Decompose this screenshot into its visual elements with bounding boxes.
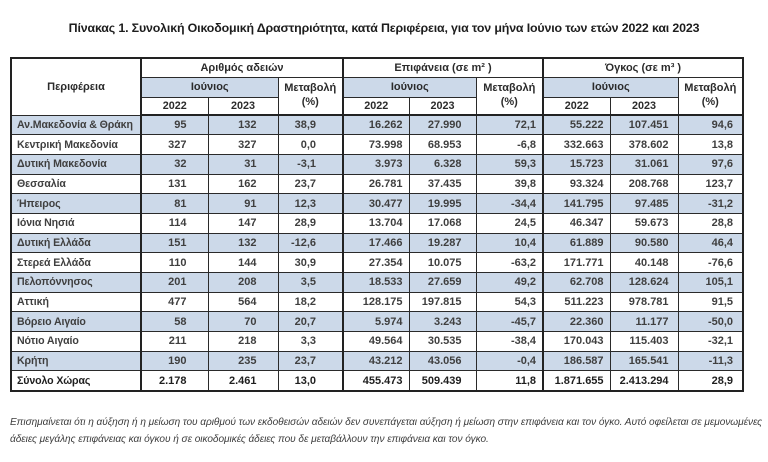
change-unit: (%) <box>701 95 719 108</box>
col-header-volume-group: Όγκος (σε m³ ) <box>543 58 743 77</box>
value-cell: 81 <box>141 194 208 214</box>
value-cell: 43.056 <box>409 351 476 371</box>
value-cell: 3.973 <box>343 154 409 174</box>
region-cell: Αττική <box>11 292 141 312</box>
table-row <box>11 351 743 371</box>
value-cell: 58 <box>141 312 208 332</box>
value-cell: 12,3 <box>278 194 343 214</box>
table-row <box>11 253 743 273</box>
value-cell: -31,2 <box>678 194 743 214</box>
table-row <box>11 233 743 253</box>
value-cell: 332.663 <box>543 135 610 155</box>
value-cell: 19.995 <box>409 194 476 214</box>
value-cell: 46,4 <box>678 233 743 253</box>
value-cell: 37.435 <box>409 174 476 194</box>
value-cell: 49,2 <box>476 273 543 293</box>
value-cell: 62.708 <box>543 273 610 293</box>
table-row <box>11 174 743 194</box>
col-header-region: Περιφέρεια <box>11 58 141 115</box>
value-cell: 28,9 <box>278 213 343 233</box>
region-cell: Αν.Μακεδονία & Θράκη <box>11 115 141 135</box>
value-cell: 17.068 <box>409 213 476 233</box>
value-cell: 61.889 <box>543 233 610 253</box>
value-cell: 15.723 <box>543 154 610 174</box>
value-cell: 73.998 <box>343 135 409 155</box>
value-cell: 564 <box>208 292 278 312</box>
value-cell: -76,6 <box>678 253 743 273</box>
year-header: 2022 <box>343 97 409 115</box>
value-cell: 2.178 <box>141 371 208 391</box>
value-cell: 3,5 <box>278 273 343 293</box>
value-cell: 105,1 <box>678 273 743 293</box>
change-header-surface <box>476 77 543 115</box>
value-cell: -45,7 <box>476 312 543 332</box>
value-cell: 147 <box>208 213 278 233</box>
value-cell: 31.061 <box>610 154 678 174</box>
value-cell: 32 <box>141 154 208 174</box>
value-cell: -12,6 <box>278 233 343 253</box>
value-cell: 72,1 <box>476 115 543 135</box>
value-cell: 54,3 <box>476 292 543 312</box>
change-unit: (%) <box>301 95 319 108</box>
value-cell: 31 <box>208 154 278 174</box>
region-cell: Δυτική Μακεδονία <box>11 154 141 174</box>
value-cell: 2.413.294 <box>610 371 678 391</box>
value-cell: 19.287 <box>409 233 476 253</box>
change-label: Μεταβολή <box>483 82 536 94</box>
value-cell: -6,8 <box>476 135 543 155</box>
value-cell: 13.704 <box>343 213 409 233</box>
value-cell: 11,8 <box>476 371 543 391</box>
value-cell: 378.602 <box>610 135 678 155</box>
region-cell: Κρήτη <box>11 351 141 371</box>
region-cell: Δυτική Ελλάδα <box>11 233 141 253</box>
region-cell: Σύνολο Χώρας <box>11 371 141 391</box>
col-header-permits-group: Αριθμός αδειών <box>141 58 343 77</box>
value-cell: -0,4 <box>476 351 543 371</box>
value-cell: 327 <box>141 135 208 155</box>
table-row <box>11 332 743 352</box>
region-cell: Νότιο Αιγαίο <box>11 332 141 352</box>
value-cell: 5.974 <box>343 312 409 332</box>
value-cell: 90.580 <box>610 233 678 253</box>
month-header-volume: Ιούνιος <box>543 77 678 97</box>
value-cell: 46.347 <box>543 213 610 233</box>
value-cell: 27.354 <box>343 253 409 273</box>
value-cell: 24,5 <box>476 213 543 233</box>
value-cell: 0,0 <box>278 135 343 155</box>
value-cell: 115.403 <box>610 332 678 352</box>
value-cell: 13,0 <box>278 371 343 391</box>
value-cell: 68.953 <box>409 135 476 155</box>
value-cell: 91,5 <box>678 292 743 312</box>
value-cell: 40.148 <box>610 253 678 273</box>
region-cell: Πελοπόννησος <box>11 273 141 293</box>
total-row <box>11 371 743 391</box>
value-cell: -63,2 <box>476 253 543 273</box>
value-cell: 22.360 <box>543 312 610 332</box>
value-cell: 186.587 <box>543 351 610 371</box>
value-cell: 26.781 <box>343 174 409 194</box>
value-cell: 27.659 <box>409 273 476 293</box>
year-header: 2023 <box>409 97 476 115</box>
footnote: Επισημαίνεται ότι η αύξηση ή η μείωση του αριθμού των εκδοθεισών αδειών δεν συνεπάγεται αύξηση ή μείωση στην επιφάνεια και τον όγκο. Αυτό οφείλεται σε μεμονωμένες άδειες μεγάλης επιφάνειας και όγκου ή σε οικοδομικές άδειες που δε μεταβάλλουν την επιφάνεια και τον όγκο. <box>10 417 762 446</box>
value-cell: -38,4 <box>476 332 543 352</box>
change-label: Μεταβολή <box>284 82 337 94</box>
value-cell: 211 <box>141 332 208 352</box>
value-cell: -3,1 <box>278 154 343 174</box>
value-cell: 27.990 <box>409 115 476 135</box>
value-cell: 59.673 <box>610 213 678 233</box>
value-cell: 131 <box>141 174 208 194</box>
year-header: 2022 <box>543 97 610 115</box>
value-cell: 327 <box>208 135 278 155</box>
value-cell: 38,9 <box>278 115 343 135</box>
value-cell: 95 <box>141 115 208 135</box>
change-unit: (%) <box>500 95 518 108</box>
value-cell: 6.328 <box>409 154 476 174</box>
value-cell: 18.533 <box>343 273 409 293</box>
value-cell: 151 <box>141 233 208 253</box>
value-cell: 144 <box>208 253 278 273</box>
value-cell: 18,2 <box>278 292 343 312</box>
value-cell: 201 <box>141 273 208 293</box>
value-cell: 28,9 <box>678 371 743 391</box>
value-cell: 20,7 <box>278 312 343 332</box>
table-row <box>11 115 743 135</box>
value-cell: 59,3 <box>476 154 543 174</box>
value-cell: 162 <box>208 174 278 194</box>
table-row <box>11 135 743 155</box>
value-cell: 3.243 <box>409 312 476 332</box>
change-header-volume <box>678 77 743 115</box>
table-row <box>11 312 743 332</box>
value-cell: 455.473 <box>343 371 409 391</box>
region-cell: Ιόνια Νησιά <box>11 213 141 233</box>
year-header: 2022 <box>141 97 208 115</box>
table-header <box>11 58 743 115</box>
region-cell: Θεσσαλία <box>11 174 141 194</box>
value-cell: 23,7 <box>278 174 343 194</box>
value-cell: 128.175 <box>343 292 409 312</box>
value-cell: -32,1 <box>678 332 743 352</box>
value-cell: 70 <box>208 312 278 332</box>
value-cell: 171.771 <box>543 253 610 273</box>
value-cell: 10.075 <box>409 253 476 273</box>
value-cell: 208.768 <box>610 174 678 194</box>
value-cell: -50,0 <box>678 312 743 332</box>
building-activity-table <box>10 57 744 392</box>
value-cell: 11.177 <box>610 312 678 332</box>
value-cell: 17.466 <box>343 233 409 253</box>
col-header-surface-group: Επιφάνεια (σε m² ) <box>343 58 543 77</box>
value-cell: 10,4 <box>476 233 543 253</box>
value-cell: 165.541 <box>610 351 678 371</box>
region-cell: Στερεά Ελλάδα <box>11 253 141 273</box>
value-cell: 3,3 <box>278 332 343 352</box>
value-cell: 218 <box>208 332 278 352</box>
region-cell: Βόρειο Αιγαίο <box>11 312 141 332</box>
table-title: Πίνακας 1. Συνολική Οικοδομική Δραστηριότητα, κατά Περιφέρεια, για τον μήνα Ιούνιο των ετών 2022 και 2023 <box>68 21 700 35</box>
value-cell: -34,4 <box>476 194 543 214</box>
value-cell: 141.795 <box>543 194 610 214</box>
value-cell: 39,8 <box>476 174 543 194</box>
value-cell: 30.477 <box>343 194 409 214</box>
value-cell: 132 <box>208 233 278 253</box>
value-cell: 132 <box>208 115 278 135</box>
table-body <box>11 115 743 391</box>
value-cell: 208 <box>208 273 278 293</box>
year-header: 2023 <box>208 97 278 115</box>
value-cell: 511.223 <box>543 292 610 312</box>
region-cell: Ήπειρος <box>11 194 141 214</box>
value-cell: 93.324 <box>543 174 610 194</box>
value-cell: 55.222 <box>543 115 610 135</box>
value-cell: 30,9 <box>278 253 343 273</box>
value-cell: 30.535 <box>409 332 476 352</box>
value-cell: 49.564 <box>343 332 409 352</box>
change-header-permits <box>278 77 343 115</box>
value-cell: 97.485 <box>610 194 678 214</box>
value-cell: 509.439 <box>409 371 476 391</box>
table-row <box>11 154 743 174</box>
value-cell: 197.815 <box>409 292 476 312</box>
value-cell: 114 <box>141 213 208 233</box>
value-cell: 97,6 <box>678 154 743 174</box>
value-cell: 128.624 <box>610 273 678 293</box>
value-cell: 170.043 <box>543 332 610 352</box>
table-row <box>11 194 743 214</box>
table-row <box>11 213 743 233</box>
value-cell: 235 <box>208 351 278 371</box>
month-header-permits: Ιούνιος <box>141 77 278 97</box>
value-cell: 123,7 <box>678 174 743 194</box>
value-cell: 13,8 <box>678 135 743 155</box>
value-cell: 107.451 <box>610 115 678 135</box>
value-cell: 978.781 <box>610 292 678 312</box>
value-cell: 477 <box>141 292 208 312</box>
value-cell: 91 <box>208 194 278 214</box>
value-cell: 190 <box>141 351 208 371</box>
month-header-surface: Ιούνιος <box>343 77 476 97</box>
year-header: 2023 <box>610 97 678 115</box>
table-row <box>11 292 743 312</box>
table-row <box>11 273 743 293</box>
change-label: Μεταβολή <box>684 82 737 94</box>
value-cell: 16.262 <box>343 115 409 135</box>
value-cell: 23,7 <box>278 351 343 371</box>
value-cell: 43.212 <box>343 351 409 371</box>
value-cell: 94,6 <box>678 115 743 135</box>
value-cell: -11,3 <box>678 351 743 371</box>
value-cell: 2.461 <box>208 371 278 391</box>
value-cell: 28,8 <box>678 213 743 233</box>
value-cell: 110 <box>141 253 208 273</box>
region-cell: Κεντρική Μακεδονία <box>11 135 141 155</box>
value-cell: 1.871.655 <box>543 371 610 391</box>
